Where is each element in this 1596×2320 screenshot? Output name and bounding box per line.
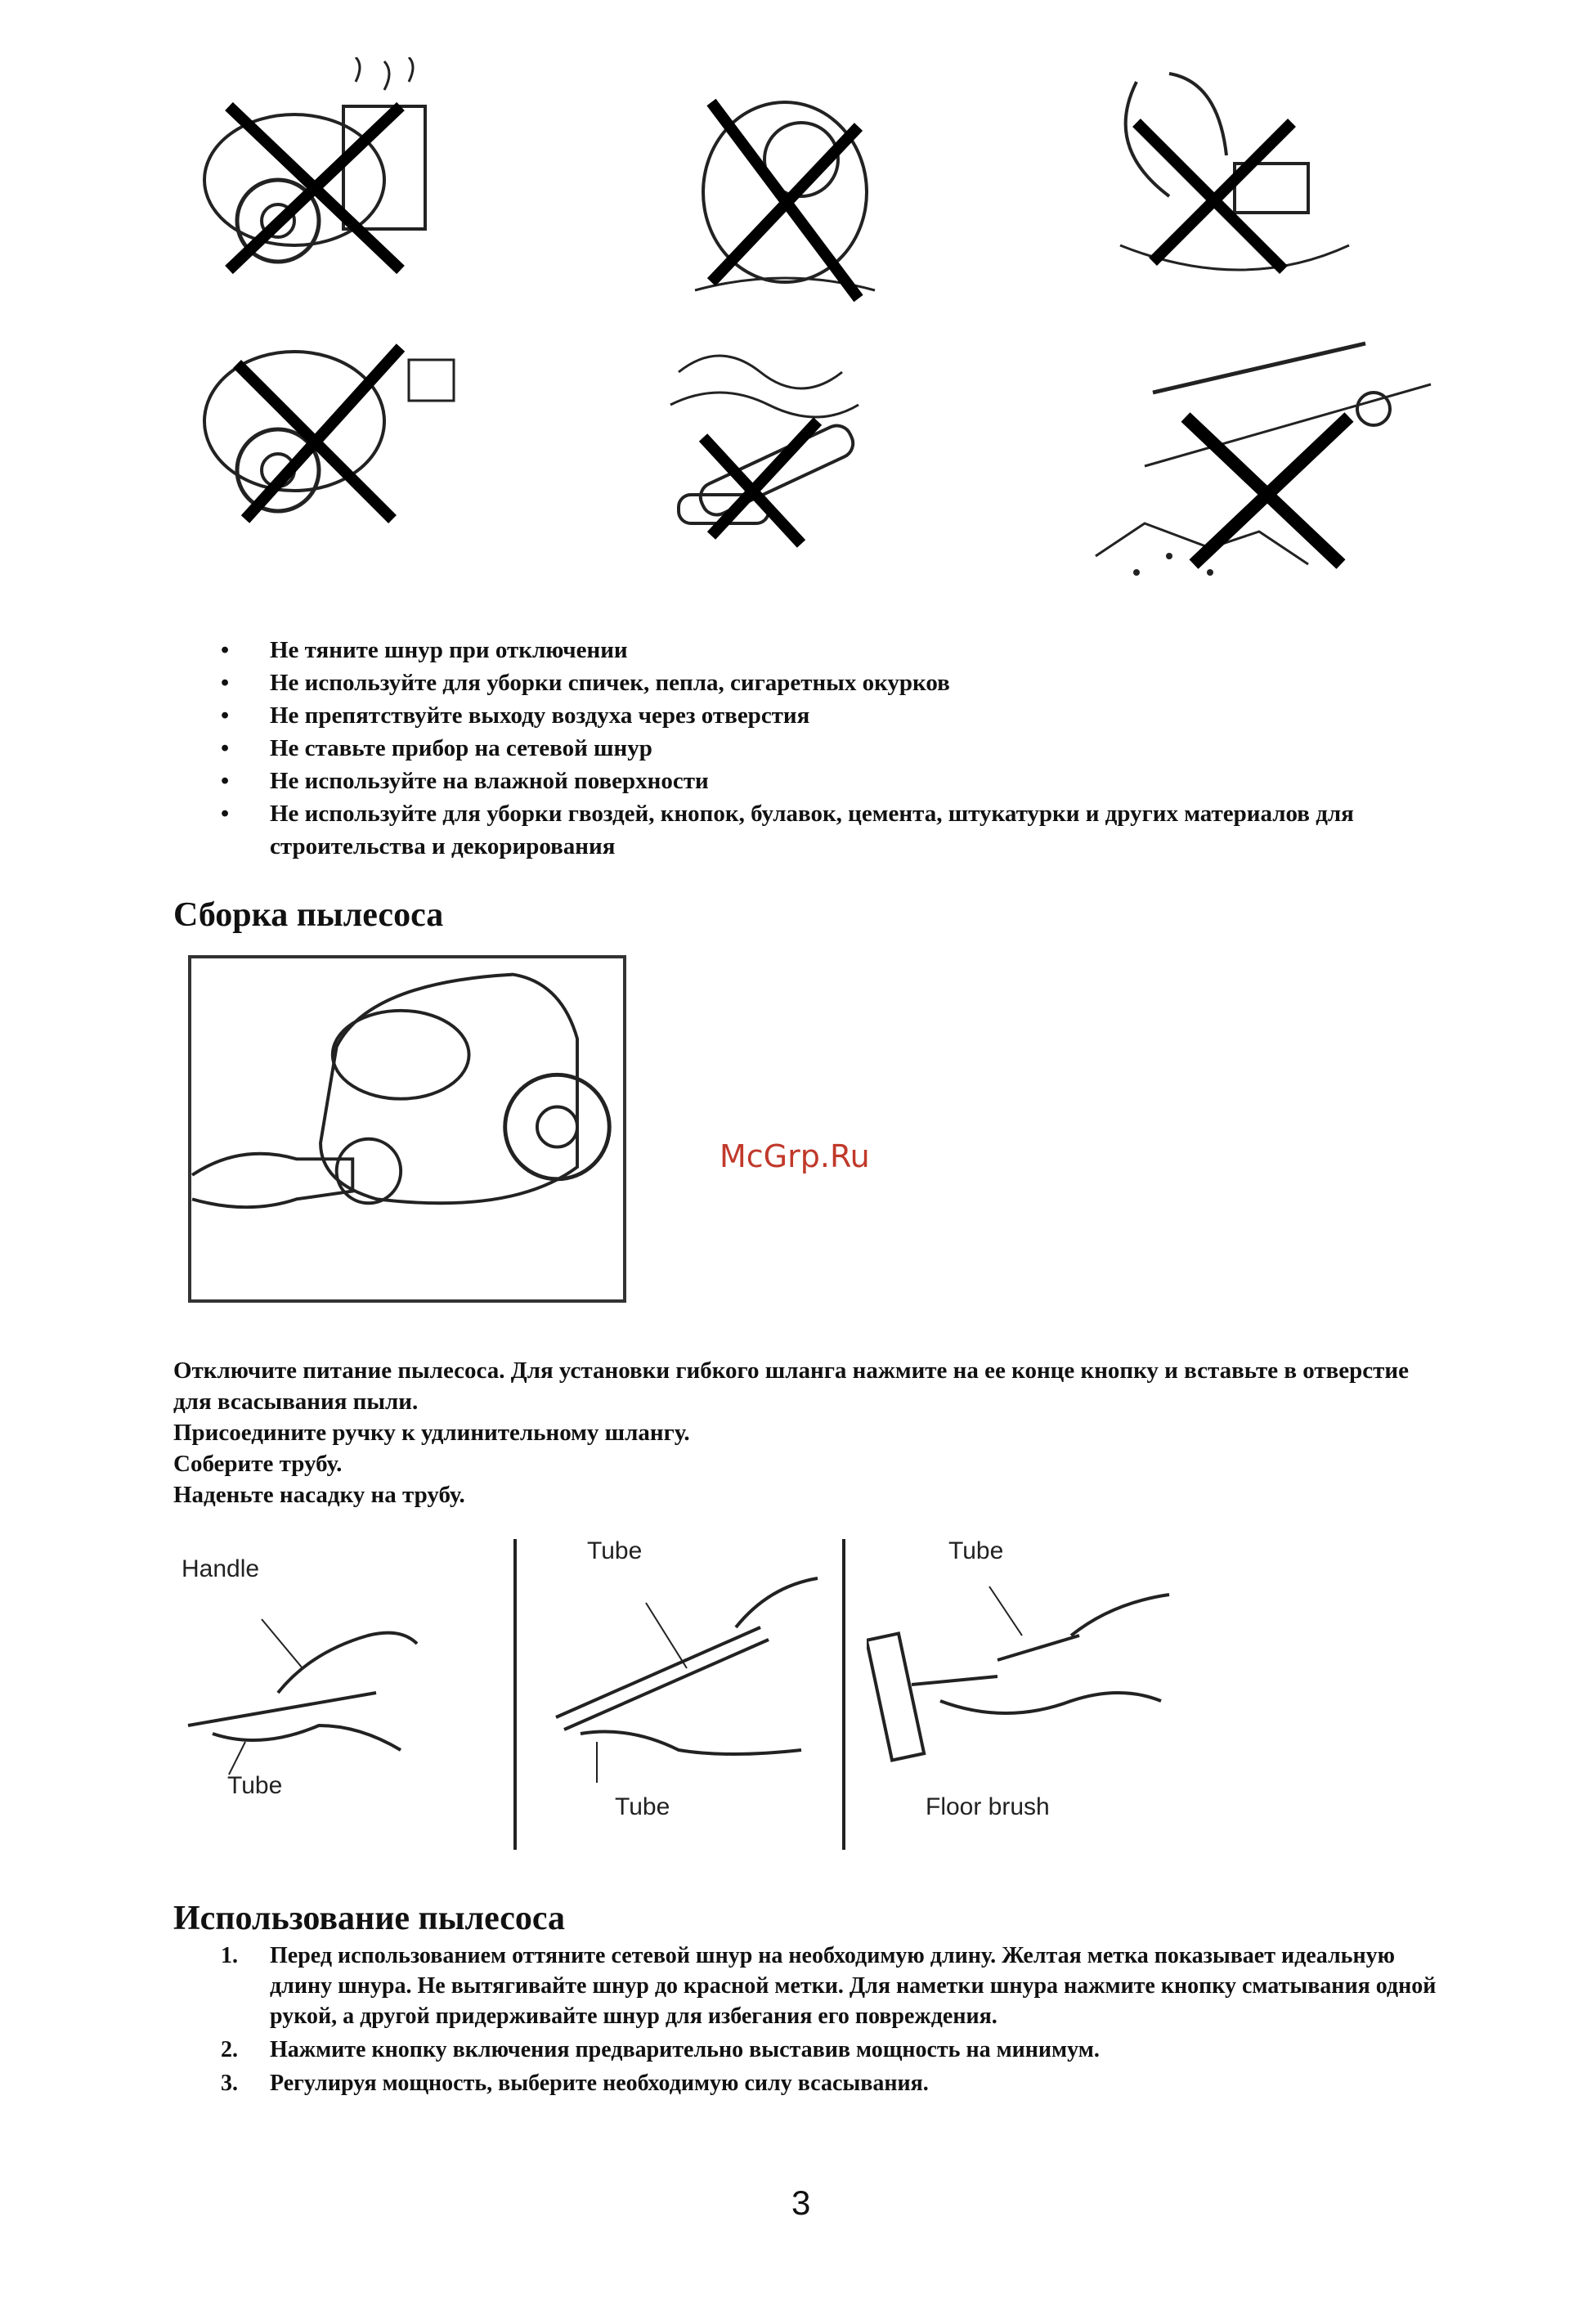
bullet-icon: •: [221, 702, 230, 729]
warning-illustration-nails: [1079, 327, 1439, 597]
warning-item: • Не препятствуйте выходу воздуха через отверстия: [221, 699, 1447, 732]
caption-tube: Tube: [615, 1793, 670, 1820]
caption-tube: Tube: [948, 1537, 1004, 1564]
step-figure-floor-brush: [867, 1537, 1194, 1815]
warning-item: • Не используйте для уборки гвоздей, кнопок, булавок, цемента, штукатурки и других материалов для строительства и декорирования: [221, 797, 1447, 863]
assembly-paragraph: Присоедините ручку к удлинительному шлангу.: [173, 1420, 690, 1446]
usage-steps: [221, 1941, 1447, 2102]
warning-item: • Не ставьте прибор на сетевой шнур: [221, 732, 1447, 765]
bullet-icon: •: [221, 735, 230, 761]
assembly-paragraph: Наденьте насадку на трубу.: [173, 1482, 465, 1508]
usage-step: 2. Нажмите кнопку включения предварительно выставив мощность на минимум.: [221, 2037, 1100, 2062]
divider-line: [842, 1539, 845, 1850]
bullet-icon: •: [221, 637, 230, 663]
assembly-paragraph: Соберите трубу.: [173, 1451, 343, 1477]
warning-illustration-cigarettes: [646, 339, 875, 552]
warning-item: • Не используйте на влажной поверхности: [221, 765, 1447, 797]
bullet-icon: •: [221, 670, 230, 696]
usage-title: Использование пылесоса: [173, 1900, 566, 1937]
page-number: 3: [791, 2183, 811, 2222]
assembly-paragraph: Отключите питание пылесоса. Для установки гибкого шланга нажмите на ее конце кнопку и вставьте в отверстие для всасывания пыли.: [173, 1357, 1410, 1415]
bullet-icon: •: [221, 801, 230, 827]
caption-handle: Handle: [182, 1555, 260, 1582]
warning-illustration-water: [687, 78, 883, 307]
caption-tube: Tube: [587, 1537, 643, 1564]
warning-illustration-heat: [196, 57, 450, 286]
caption-floor-brush: Floor brush: [926, 1793, 1050, 1820]
assembly-instructions: [173, 1355, 1449, 1510]
step-figure-tube: [548, 1537, 834, 1815]
warning-item: • Не используйте для уборки спичек, пепла, сигаретных окурков: [221, 666, 1447, 699]
assembly-title: Сборка пылесоса: [173, 896, 444, 934]
warning-list: [221, 634, 1447, 863]
usage-step: 3. Регулируя мощность, выберите необходимую силу всасывания.: [221, 2071, 929, 2096]
watermark: McGrp.Ru: [720, 1138, 870, 1174]
step-figure-handle: [180, 1554, 442, 1815]
warning-illustration-blocked-air: [196, 315, 466, 536]
usage-step: 1. Перед использованием оттяните сетевой шнур на необходимую длину. Желтая метка показывает идеальную длину шнура. Не вытягивайте шнур до красной метки. Для наметки шнура нажмите кнопку сматывания одной рукой, а другой придерживайте шнур для избегания его повреждения.: [221, 1943, 1437, 2029]
assembly-photo: [188, 955, 626, 1303]
bullet-icon: •: [221, 768, 230, 794]
warning-illustration-cord: [1087, 57, 1365, 303]
caption-tube: Tube: [227, 1772, 283, 1799]
divider-line: [513, 1539, 517, 1850]
warning-item: • Не тяните шнур при отключении: [221, 634, 1447, 666]
